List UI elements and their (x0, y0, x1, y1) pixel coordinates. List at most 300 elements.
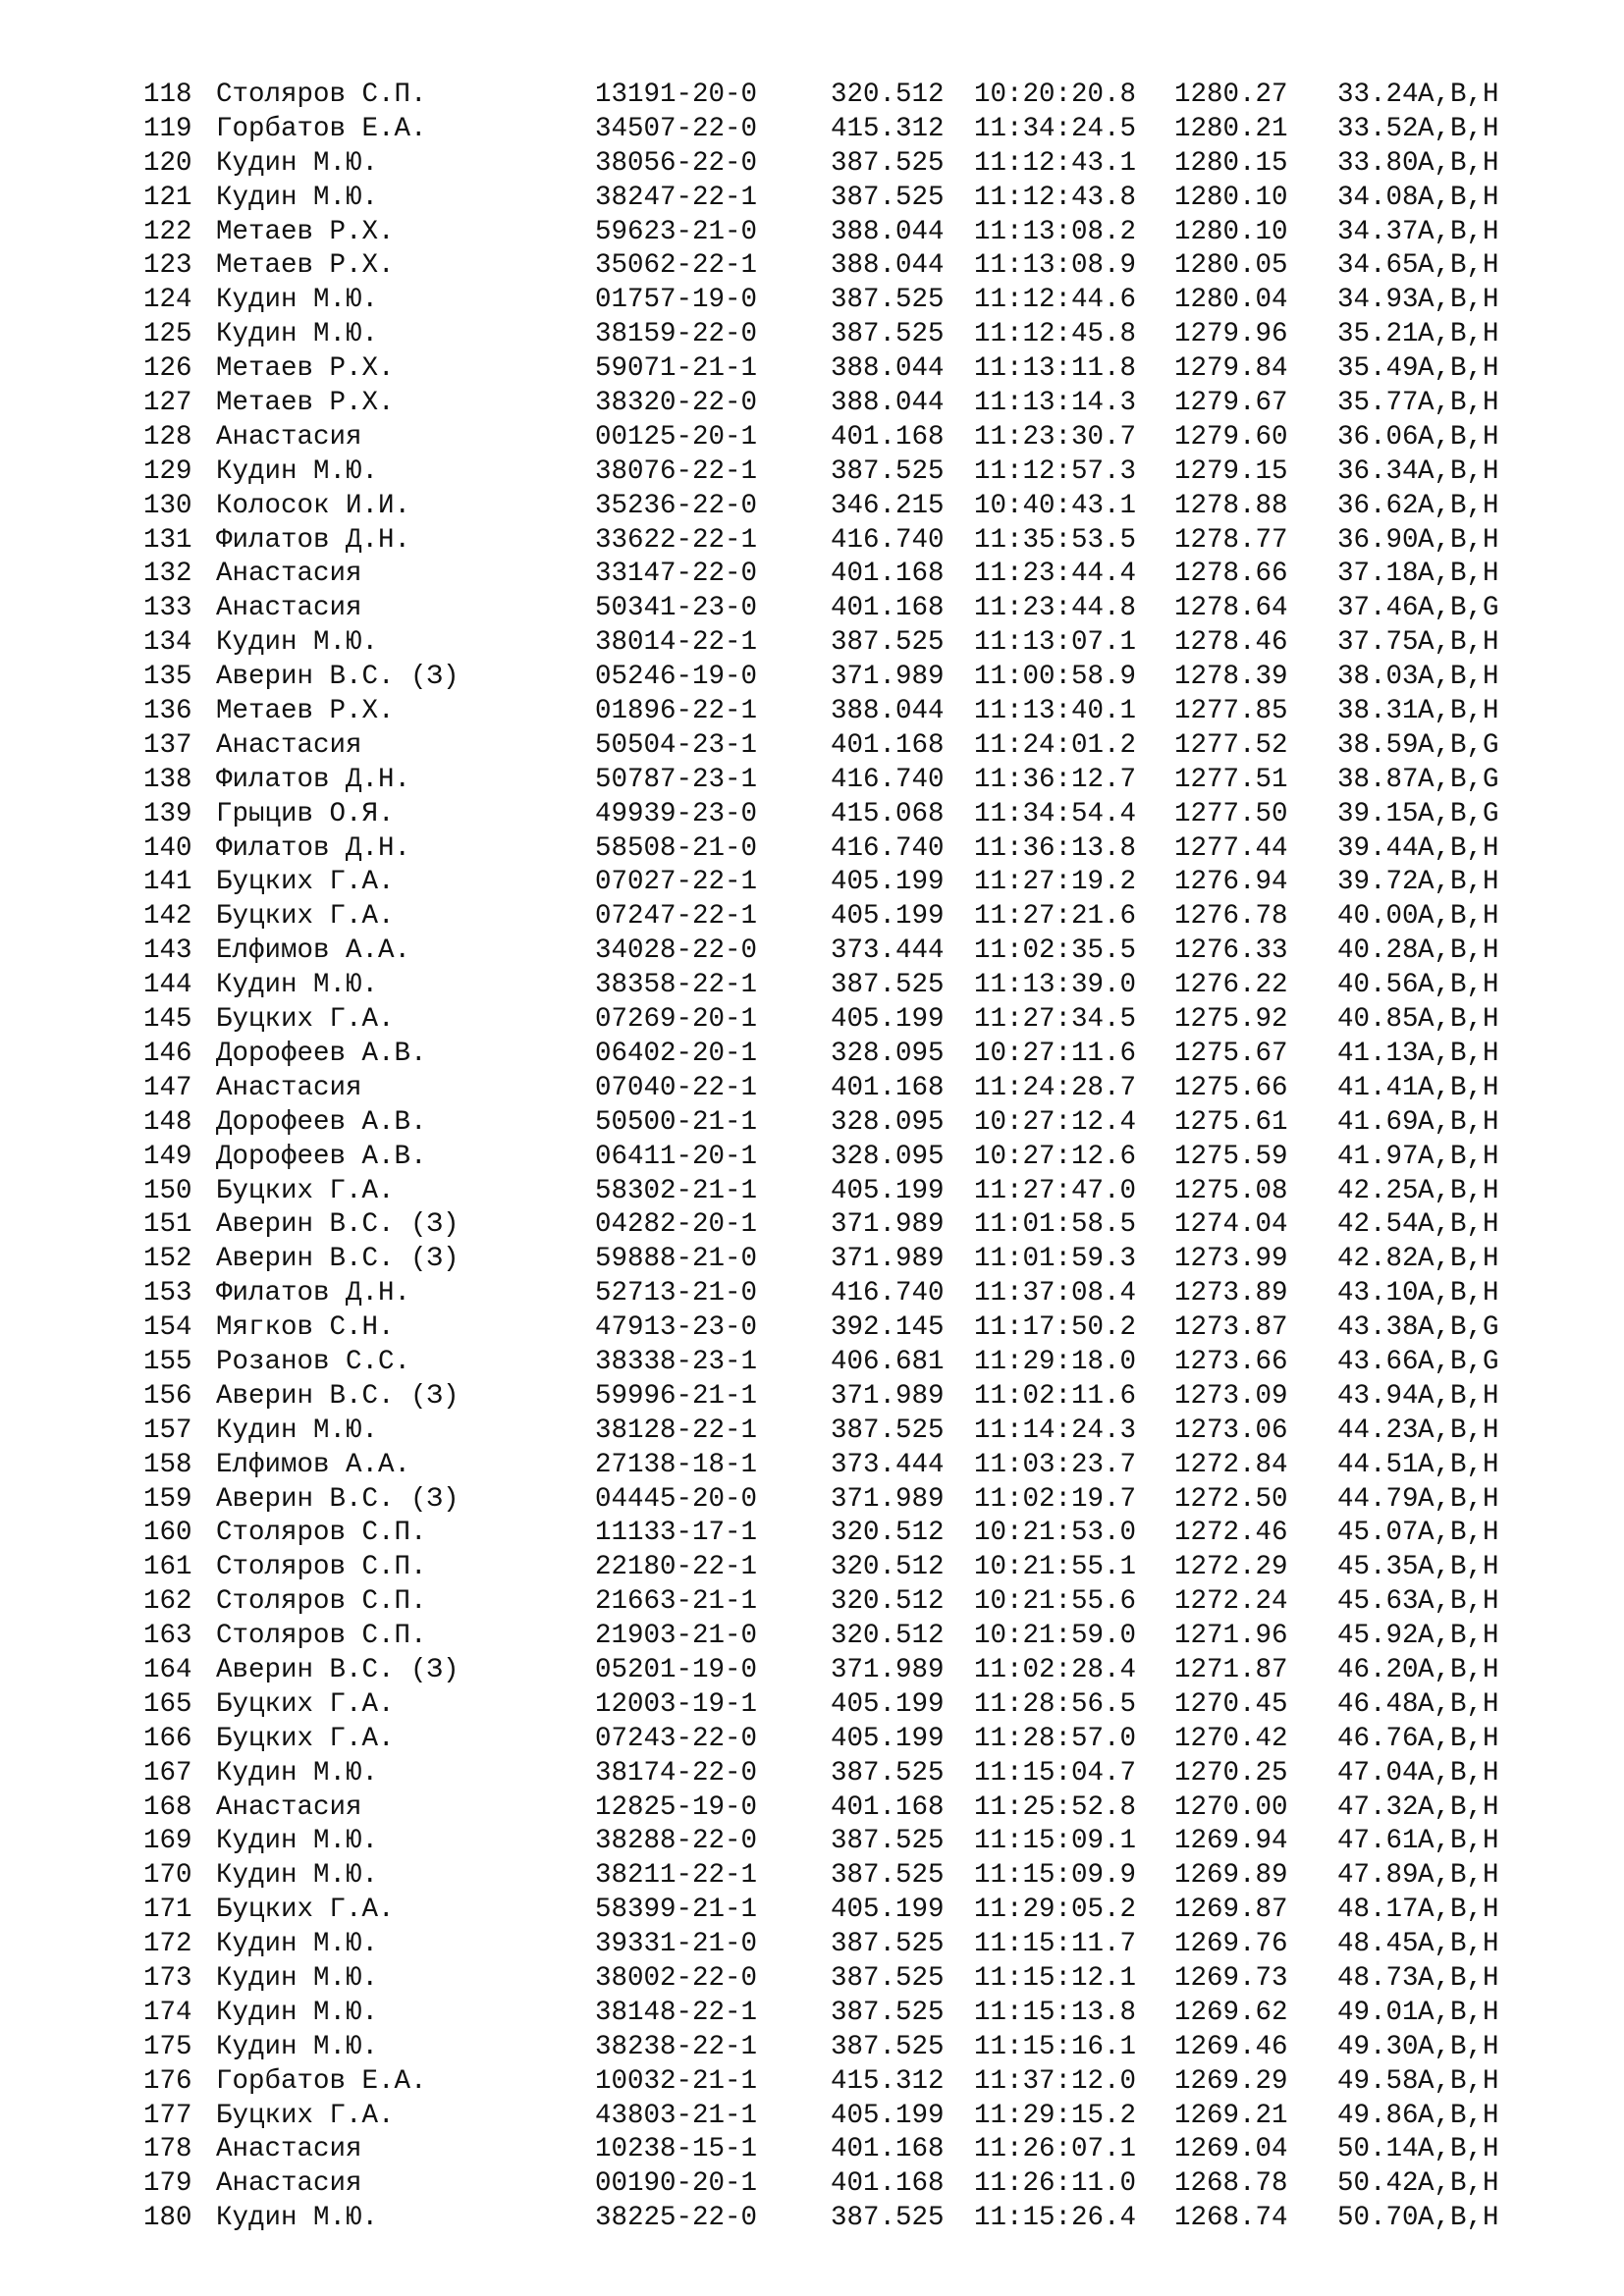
distance: 405.199 (831, 1895, 945, 1926)
speed: 1269.04 (1174, 2134, 1288, 2165)
points: 49.58 (1337, 2065, 1419, 2097)
classes: A,B,H (1418, 250, 1499, 282)
ring-number: 38247-22-1 (595, 182, 758, 213)
row-number: 150 (143, 1175, 192, 1206)
classes: A,B,H (1418, 524, 1499, 556)
fancier-name: Анастасия (216, 2168, 362, 2200)
table-row (143, 1106, 1557, 1141)
row-number: 162 (143, 1586, 192, 1618)
arrival-time: 10:21:53.0 (974, 1518, 1137, 1549)
classes: A,B,G (1418, 1346, 1499, 1377)
row-number: 135 (143, 662, 192, 693)
fancier-name: Кудин М.Ю. (216, 627, 379, 659)
row-number: 158 (143, 1449, 192, 1480)
table-row (143, 1517, 1557, 1551)
ring-number: 07027-22-1 (595, 867, 758, 898)
arrival-time: 11:15:26.4 (974, 2203, 1137, 2234)
ring-number: 01757-19-0 (595, 285, 758, 316)
arrival-time: 11:02:19.7 (974, 1483, 1137, 1515)
classes: A,B,H (1418, 1038, 1499, 1069)
classes: A,B,H (1418, 559, 1499, 590)
arrival-time: 11:17:50.2 (974, 1312, 1137, 1344)
fancier-name: Анастасия (216, 2134, 362, 2165)
ring-number: 33147-22-0 (595, 559, 758, 590)
fancier-name: Филатов Д.Н. (216, 764, 411, 795)
points: 34.93 (1337, 285, 1419, 316)
table-row (143, 1859, 1557, 1894)
distance: 401.168 (831, 593, 945, 624)
distance: 387.525 (831, 1929, 945, 1960)
table-row (143, 661, 1557, 695)
row-number: 134 (143, 627, 192, 659)
table-row (143, 866, 1557, 900)
points: 43.94 (1337, 1380, 1419, 1412)
row-number: 154 (143, 1312, 192, 1344)
arrival-time: 11:24:28.7 (974, 1072, 1137, 1103)
speed: 1270.42 (1174, 1723, 1288, 1754)
table-row (143, 1997, 1557, 2031)
ring-number: 38225-22-0 (595, 2203, 758, 2234)
fancier-name: Анастасия (216, 421, 362, 453)
distance: 415.312 (831, 2065, 945, 2097)
row-number: 129 (143, 455, 192, 487)
fancier-name: Кудин М.Ю. (216, 1962, 379, 1994)
speed: 1273.06 (1174, 1415, 1288, 1446)
fancier-name: Кудин М.Ю. (216, 1997, 379, 2028)
table-row (143, 592, 1557, 626)
distance: 387.525 (831, 970, 945, 1001)
ring-number: 38320-22-0 (595, 388, 758, 419)
distance: 405.199 (831, 1723, 945, 1754)
row-number: 174 (143, 1997, 192, 2028)
fancier-name: Дорофеев А.В. (216, 1141, 427, 1172)
fancier-name: Колосок И.И. (216, 490, 411, 521)
distance: 388.044 (831, 216, 945, 247)
table-row (143, 1449, 1557, 1483)
distance: 328.095 (831, 1106, 945, 1138)
arrival-time: 11:13:40.1 (974, 696, 1137, 727)
table-row (143, 524, 1557, 559)
fancier-name: Кудин М.Ю. (216, 147, 379, 179)
classes: A,B,H (1418, 285, 1499, 316)
arrival-time: 11:12:45.8 (974, 319, 1137, 350)
table-row (143, 2133, 1557, 2167)
row-number: 168 (143, 1791, 192, 1823)
speed: 1270.25 (1174, 1757, 1288, 1789)
speed: 1280.04 (1174, 285, 1288, 316)
fancier-name: Дорофеев А.В. (216, 1106, 427, 1138)
fancier-name: Кудин М.Ю. (216, 319, 379, 350)
points: 40.28 (1337, 935, 1419, 967)
table-row (143, 1243, 1557, 1277)
speed: 1273.87 (1174, 1312, 1288, 1344)
distance: 416.740 (831, 832, 945, 864)
classes: A,B,H (1418, 455, 1499, 487)
ring-number: 52713-21-0 (595, 1278, 758, 1309)
row-number: 130 (143, 490, 192, 521)
classes: A,B,H (1418, 182, 1499, 213)
distance: 405.199 (831, 1175, 945, 1206)
points: 49.86 (1337, 2100, 1419, 2131)
arrival-time: 10:27:11.6 (974, 1038, 1137, 1069)
table-row (143, 1757, 1557, 1791)
classes: A,B,H (1418, 1654, 1499, 1685)
fancier-name: Метаев Р.Х. (216, 696, 395, 727)
ring-number: 07040-22-1 (595, 1072, 758, 1103)
speed: 1273.89 (1174, 1278, 1288, 1309)
arrival-time: 11:00:58.9 (974, 662, 1137, 693)
ring-number: 05246-19-0 (595, 662, 758, 693)
row-number: 170 (143, 1860, 192, 1892)
arrival-time: 11:29:15.2 (974, 2100, 1137, 2131)
table-row (143, 1791, 1557, 1826)
row-number: 136 (143, 696, 192, 727)
classes: A,B,H (1418, 1415, 1499, 1446)
fancier-name: Столяров С.П. (216, 1518, 427, 1549)
arrival-time: 11:12:43.1 (974, 147, 1137, 179)
speed: 1275.92 (1174, 1004, 1288, 1036)
fancier-name: Елфимов А.А. (216, 935, 411, 967)
speed: 1275.08 (1174, 1175, 1288, 1206)
speed: 1269.46 (1174, 2031, 1288, 2062)
arrival-time: 11:34:24.5 (974, 113, 1137, 144)
arrival-time: 11:36:13.8 (974, 832, 1137, 864)
classes: A,B,H (1418, 1997, 1499, 2028)
table-row (143, 969, 1557, 1003)
ring-number: 07247-22-1 (595, 901, 758, 933)
points: 36.90 (1337, 524, 1419, 556)
row-number: 167 (143, 1757, 192, 1789)
fancier-name: Столяров С.П. (216, 1621, 427, 1652)
classes: A,B,H (1418, 388, 1499, 419)
row-number: 146 (143, 1038, 192, 1069)
distance: 328.095 (831, 1038, 945, 1069)
arrival-time: 11:15:12.1 (974, 1962, 1137, 1994)
fancier-name: Буцких Г.А. (216, 1175, 395, 1206)
classes: A,B,H (1418, 901, 1499, 933)
points: 44.23 (1337, 1415, 1419, 1446)
fancier-name: Метаев Р.Х. (216, 388, 395, 419)
distance: 415.312 (831, 113, 945, 144)
fancier-name: Кудин М.Ю. (216, 182, 379, 213)
fancier-name: Столяров С.П. (216, 80, 427, 110)
ring-number: 07269-20-1 (595, 1004, 758, 1036)
distance: 387.525 (831, 1415, 945, 1446)
classes: A,B,H (1418, 1929, 1499, 1960)
points: 46.48 (1337, 1688, 1419, 1720)
table-row (143, 2065, 1557, 2100)
row-number: 155 (143, 1346, 192, 1377)
points: 41.69 (1337, 1106, 1419, 1138)
table-row (143, 2031, 1557, 2065)
arrival-time: 11:15:13.8 (974, 1997, 1137, 2028)
fancier-name: Аверин В.С. (З) (216, 1654, 460, 1685)
ring-number: 35236-22-0 (595, 490, 758, 521)
fancier-name: Буцких Г.А. (216, 1895, 395, 1926)
arrival-time: 11:28:56.5 (974, 1688, 1137, 1720)
row-number: 139 (143, 798, 192, 829)
table-row (143, 455, 1557, 490)
points: 34.65 (1337, 250, 1419, 282)
classes: A,B,H (1418, 147, 1499, 179)
fancier-name: Филатов Д.Н. (216, 832, 411, 864)
classes: A,B,H (1418, 1962, 1499, 1994)
row-number: 120 (143, 147, 192, 179)
distance: 405.199 (831, 1004, 945, 1036)
row-number: 157 (143, 1415, 192, 1446)
fancier-name: Буцких Г.А. (216, 1004, 395, 1036)
fancier-name: Кудин М.Ю. (216, 455, 379, 487)
distance: 371.989 (831, 1209, 945, 1241)
speed: 1279.67 (1174, 388, 1288, 419)
fancier-name: Анастасия (216, 1791, 362, 1823)
classes: A,B,G (1418, 798, 1499, 829)
classes: A,B,H (1418, 319, 1499, 350)
distance: 388.044 (831, 388, 945, 419)
speed: 1278.46 (1174, 627, 1288, 659)
fancier-name: Кудин М.Ю. (216, 2031, 379, 2062)
fancier-name: Филатов Д.Н. (216, 1278, 411, 1309)
table-row (143, 421, 1557, 455)
classes: A,B,H (1418, 2031, 1499, 2062)
ring-number: 07243-22-0 (595, 1723, 758, 1754)
ring-number: 38128-22-1 (595, 1415, 758, 1446)
row-number: 126 (143, 353, 192, 385)
distance: 387.525 (831, 1757, 945, 1789)
fancier-name: Кудин М.Ю. (216, 1415, 379, 1446)
table-row (143, 490, 1557, 524)
points: 34.08 (1337, 182, 1419, 213)
speed: 1273.09 (1174, 1380, 1288, 1412)
classes: A,B,H (1418, 421, 1499, 453)
table-row (143, 1620, 1557, 1654)
speed: 1280.15 (1174, 147, 1288, 179)
arrival-time: 10:20:20.8 (974, 80, 1137, 110)
arrival-time: 11:25:52.8 (974, 1791, 1137, 1823)
speed: 1279.15 (1174, 455, 1288, 487)
arrival-time: 10:21:55.1 (974, 1552, 1137, 1583)
table-row (143, 1825, 1557, 1859)
classes: A,B,H (1418, 1483, 1499, 1515)
classes: A,B,H (1418, 2100, 1499, 2131)
speed: 1278.77 (1174, 524, 1288, 556)
ring-number: 21903-21-0 (595, 1621, 758, 1652)
arrival-time: 11:23:44.8 (974, 593, 1137, 624)
row-number: 175 (143, 2031, 192, 2062)
row-number: 179 (143, 2168, 192, 2200)
speed: 1278.64 (1174, 593, 1288, 624)
row-number: 147 (143, 1072, 192, 1103)
distance: 320.512 (831, 1621, 945, 1652)
row-number: 140 (143, 832, 192, 864)
table-row (143, 1894, 1557, 1928)
row-number: 123 (143, 250, 192, 282)
ring-number: 38014-22-1 (595, 627, 758, 659)
classes: A,B,G (1418, 593, 1499, 624)
points: 33.52 (1337, 113, 1419, 144)
speed: 1275.61 (1174, 1106, 1288, 1138)
speed: 1278.39 (1174, 662, 1288, 693)
classes: A,B,H (1418, 1688, 1499, 1720)
classes: A,B,H (1418, 2065, 1499, 2097)
fancier-name: Буцких Г.А. (216, 1723, 395, 1754)
points: 46.76 (1337, 1723, 1419, 1754)
fancier-name: Кудин М.Ю. (216, 970, 379, 1001)
classes: A,B,H (1418, 113, 1499, 144)
ring-number: 04445-20-0 (595, 1483, 758, 1515)
row-number: 180 (143, 2203, 192, 2234)
distance: 401.168 (831, 1072, 945, 1103)
arrival-time: 11:02:11.6 (974, 1380, 1137, 1412)
ring-number: 49939-23-0 (595, 798, 758, 829)
speed: 1269.29 (1174, 2065, 1288, 2097)
ring-number: 35062-22-1 (595, 250, 758, 282)
table-row (143, 79, 1557, 113)
fancier-name: Кудин М.Ю. (216, 1860, 379, 1892)
fancier-name: Метаев Р.Х. (216, 250, 395, 282)
speed: 1269.76 (1174, 1929, 1288, 1960)
distance: 388.044 (831, 696, 945, 727)
arrival-time: 11:14:24.3 (974, 1415, 1137, 1446)
speed: 1277.50 (1174, 798, 1288, 829)
arrival-time: 11:28:57.0 (974, 1723, 1137, 1754)
row-number: 132 (143, 559, 192, 590)
fancier-name: Аверин В.С. (З) (216, 1380, 460, 1412)
distance: 320.512 (831, 1518, 945, 1549)
points: 48.45 (1337, 1929, 1419, 1960)
table-row (143, 695, 1557, 729)
row-number: 172 (143, 1929, 192, 1960)
table-row (143, 2167, 1557, 2202)
distance: 371.989 (831, 1654, 945, 1685)
ring-number: 50500-21-1 (595, 1106, 758, 1138)
table-row (143, 832, 1557, 867)
points: 33.80 (1337, 147, 1419, 179)
classes: A,B,H (1418, 1895, 1499, 1926)
speed: 1272.24 (1174, 1586, 1288, 1618)
table-row (143, 352, 1557, 387)
speed: 1268.74 (1174, 2203, 1288, 2234)
ring-number: 43803-21-1 (595, 2100, 758, 2131)
points: 50.42 (1337, 2168, 1419, 2200)
ring-number: 47913-23-0 (595, 1312, 758, 1344)
points: 45.07 (1337, 1518, 1419, 1549)
ring-number: 00125-20-1 (595, 421, 758, 453)
distance: 401.168 (831, 2134, 945, 2165)
ring-number: 58508-21-0 (595, 832, 758, 864)
classes: A,B,H (1418, 1380, 1499, 1412)
table-row (143, 147, 1557, 182)
arrival-time: 11:13:07.1 (974, 627, 1137, 659)
arrival-time: 11:13:08.9 (974, 250, 1137, 282)
arrival-time: 11:15:11.7 (974, 1929, 1137, 1960)
arrival-time: 11:12:44.6 (974, 285, 1137, 316)
ring-number: 00190-20-1 (595, 2168, 758, 2200)
ring-number: 38076-22-1 (595, 455, 758, 487)
row-number: 143 (143, 935, 192, 967)
classes: A,B,H (1418, 1723, 1499, 1754)
fancier-name: Кудин М.Ю. (216, 1757, 379, 1789)
fancier-name: Метаев Р.Х. (216, 216, 395, 247)
distance: 416.740 (831, 764, 945, 795)
distance: 387.525 (831, 1826, 945, 1857)
table-row (143, 1962, 1557, 1997)
fancier-name: Аверин В.С. (З) (216, 1244, 460, 1275)
distance: 328.095 (831, 1141, 945, 1172)
arrival-time: 10:40:43.1 (974, 490, 1137, 521)
distance: 371.989 (831, 1483, 945, 1515)
arrival-time: 11:13:39.0 (974, 970, 1137, 1001)
classes: A,B,H (1418, 1278, 1499, 1309)
points: 48.73 (1337, 1962, 1419, 1994)
classes: A,B,H (1418, 627, 1499, 659)
arrival-time: 11:01:59.3 (974, 1244, 1137, 1275)
points: 42.25 (1337, 1175, 1419, 1206)
ring-number: 34507-22-0 (595, 113, 758, 144)
arrival-time: 11:13:11.8 (974, 353, 1137, 385)
ring-number: 38056-22-0 (595, 147, 758, 179)
classes: A,B,H (1418, 1621, 1499, 1652)
speed: 1275.67 (1174, 1038, 1288, 1069)
ring-number: 04282-20-1 (595, 1209, 758, 1241)
row-number: 173 (143, 1962, 192, 1994)
ring-number: 38238-22-1 (595, 2031, 758, 2062)
points: 49.30 (1337, 2031, 1419, 2062)
ring-number: 59623-21-0 (595, 216, 758, 247)
table-row (143, 1311, 1557, 1346)
row-number: 141 (143, 867, 192, 898)
arrival-time: 11:13:14.3 (974, 388, 1137, 419)
arrival-time: 11:23:30.7 (974, 421, 1137, 453)
speed: 1277.85 (1174, 696, 1288, 727)
arrival-time: 11:26:11.0 (974, 2168, 1137, 2200)
ring-number: 50504-23-1 (595, 729, 758, 761)
ring-number: 38288-22-0 (595, 1826, 758, 1857)
points: 49.01 (1337, 1997, 1419, 2028)
distance: 387.525 (831, 2031, 945, 2062)
speed: 1279.96 (1174, 319, 1288, 350)
arrival-time: 10:27:12.4 (974, 1106, 1137, 1138)
classes: A,B,H (1418, 1826, 1499, 1857)
points: 36.62 (1337, 490, 1419, 521)
arrival-time: 11:15:04.7 (974, 1757, 1137, 1789)
speed: 1276.22 (1174, 970, 1288, 1001)
classes: A,B,H (1418, 1518, 1499, 1549)
distance: 401.168 (831, 729, 945, 761)
row-number: 119 (143, 113, 192, 144)
ring-number: 05201-19-0 (595, 1654, 758, 1685)
classes: A,B,H (1418, 696, 1499, 727)
ring-number: 59071-21-1 (595, 353, 758, 385)
fancier-name: Горбатов Е.А. (216, 113, 427, 144)
arrival-time: 11:15:16.1 (974, 2031, 1137, 2062)
arrival-time: 11:27:47.0 (974, 1175, 1137, 1206)
speed: 1270.00 (1174, 1791, 1288, 1823)
distance: 387.525 (831, 147, 945, 179)
arrival-time: 11:29:18.0 (974, 1346, 1137, 1377)
row-number: 138 (143, 764, 192, 795)
distance: 387.525 (831, 1860, 945, 1892)
classes: A,B,H (1418, 1209, 1499, 1241)
table-row (143, 1585, 1557, 1620)
arrival-time: 10:21:59.0 (974, 1621, 1137, 1652)
row-number: 122 (143, 216, 192, 247)
points: 47.04 (1337, 1757, 1419, 1789)
points: 36.06 (1337, 421, 1419, 453)
row-number: 152 (143, 1244, 192, 1275)
fancier-name: Кудин М.Ю. (216, 1929, 379, 1960)
arrival-time: 11:26:07.1 (974, 2134, 1137, 2165)
